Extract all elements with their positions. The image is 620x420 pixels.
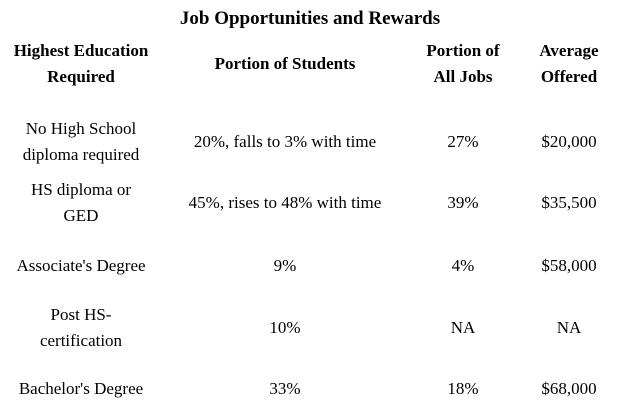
row-5-jobs: 18% — [447, 379, 479, 398]
header-jobs-line-1: Portion of — [426, 41, 500, 60]
header-students: Portion of Students — [214, 54, 356, 73]
row-1-education-line-1: No High School — [25, 119, 137, 138]
header-jobs — [408, 38, 518, 90]
row-3-offered: $58,000 — [541, 256, 597, 275]
row-5-education — [0, 376, 162, 402]
header-offered-line-2: Offered — [540, 67, 598, 86]
row-4-offered: NA — [556, 318, 582, 337]
row-2-education — [0, 177, 162, 229]
row-4-education — [0, 302, 162, 354]
row-1-education — [0, 116, 162, 168]
row-5-education-line-1: Bachelor's Degree — [18, 379, 144, 398]
row-3-students: 9% — [273, 256, 297, 275]
header-education-line-1: Highest Education — [13, 41, 149, 60]
row-2-offered: $35,500 — [541, 193, 597, 212]
row-5-offered: $68,000 — [541, 379, 597, 398]
row-1-jobs: 27% — [447, 132, 479, 151]
row-2-education-line-1: HS diploma or — [30, 180, 132, 199]
row-1-offered: $20,000 — [541, 132, 597, 151]
table-title: Job Opportunities and Rewards — [179, 8, 441, 29]
row-2-jobs: 39% — [447, 193, 479, 212]
row-3-education — [0, 253, 162, 279]
header-education — [0, 38, 162, 90]
header-education-line-2: Required — [47, 67, 115, 86]
row-5-students: 33% — [269, 379, 301, 398]
header-offered — [518, 38, 620, 90]
row-4-students: 10% — [269, 318, 301, 337]
row-3-jobs: 4% — [451, 256, 475, 275]
header-offered-line-1: Average — [539, 41, 599, 60]
row-4-education-line-1: Post HS- — [50, 305, 112, 324]
header-jobs-line-2: All Jobs — [433, 67, 493, 86]
row-1-education-line-2: diploma required — [22, 145, 140, 164]
row-1-students: 20%, falls to 3% with time — [193, 132, 377, 151]
row-4-jobs: NA — [450, 318, 476, 337]
row-2-students: 45%, rises to 48% with time — [188, 193, 382, 212]
row-2-education-line-2: GED — [63, 206, 99, 225]
row-3-education-line-1: Associate's Degree — [16, 256, 146, 275]
row-4-education-line-2: certification — [39, 331, 123, 350]
